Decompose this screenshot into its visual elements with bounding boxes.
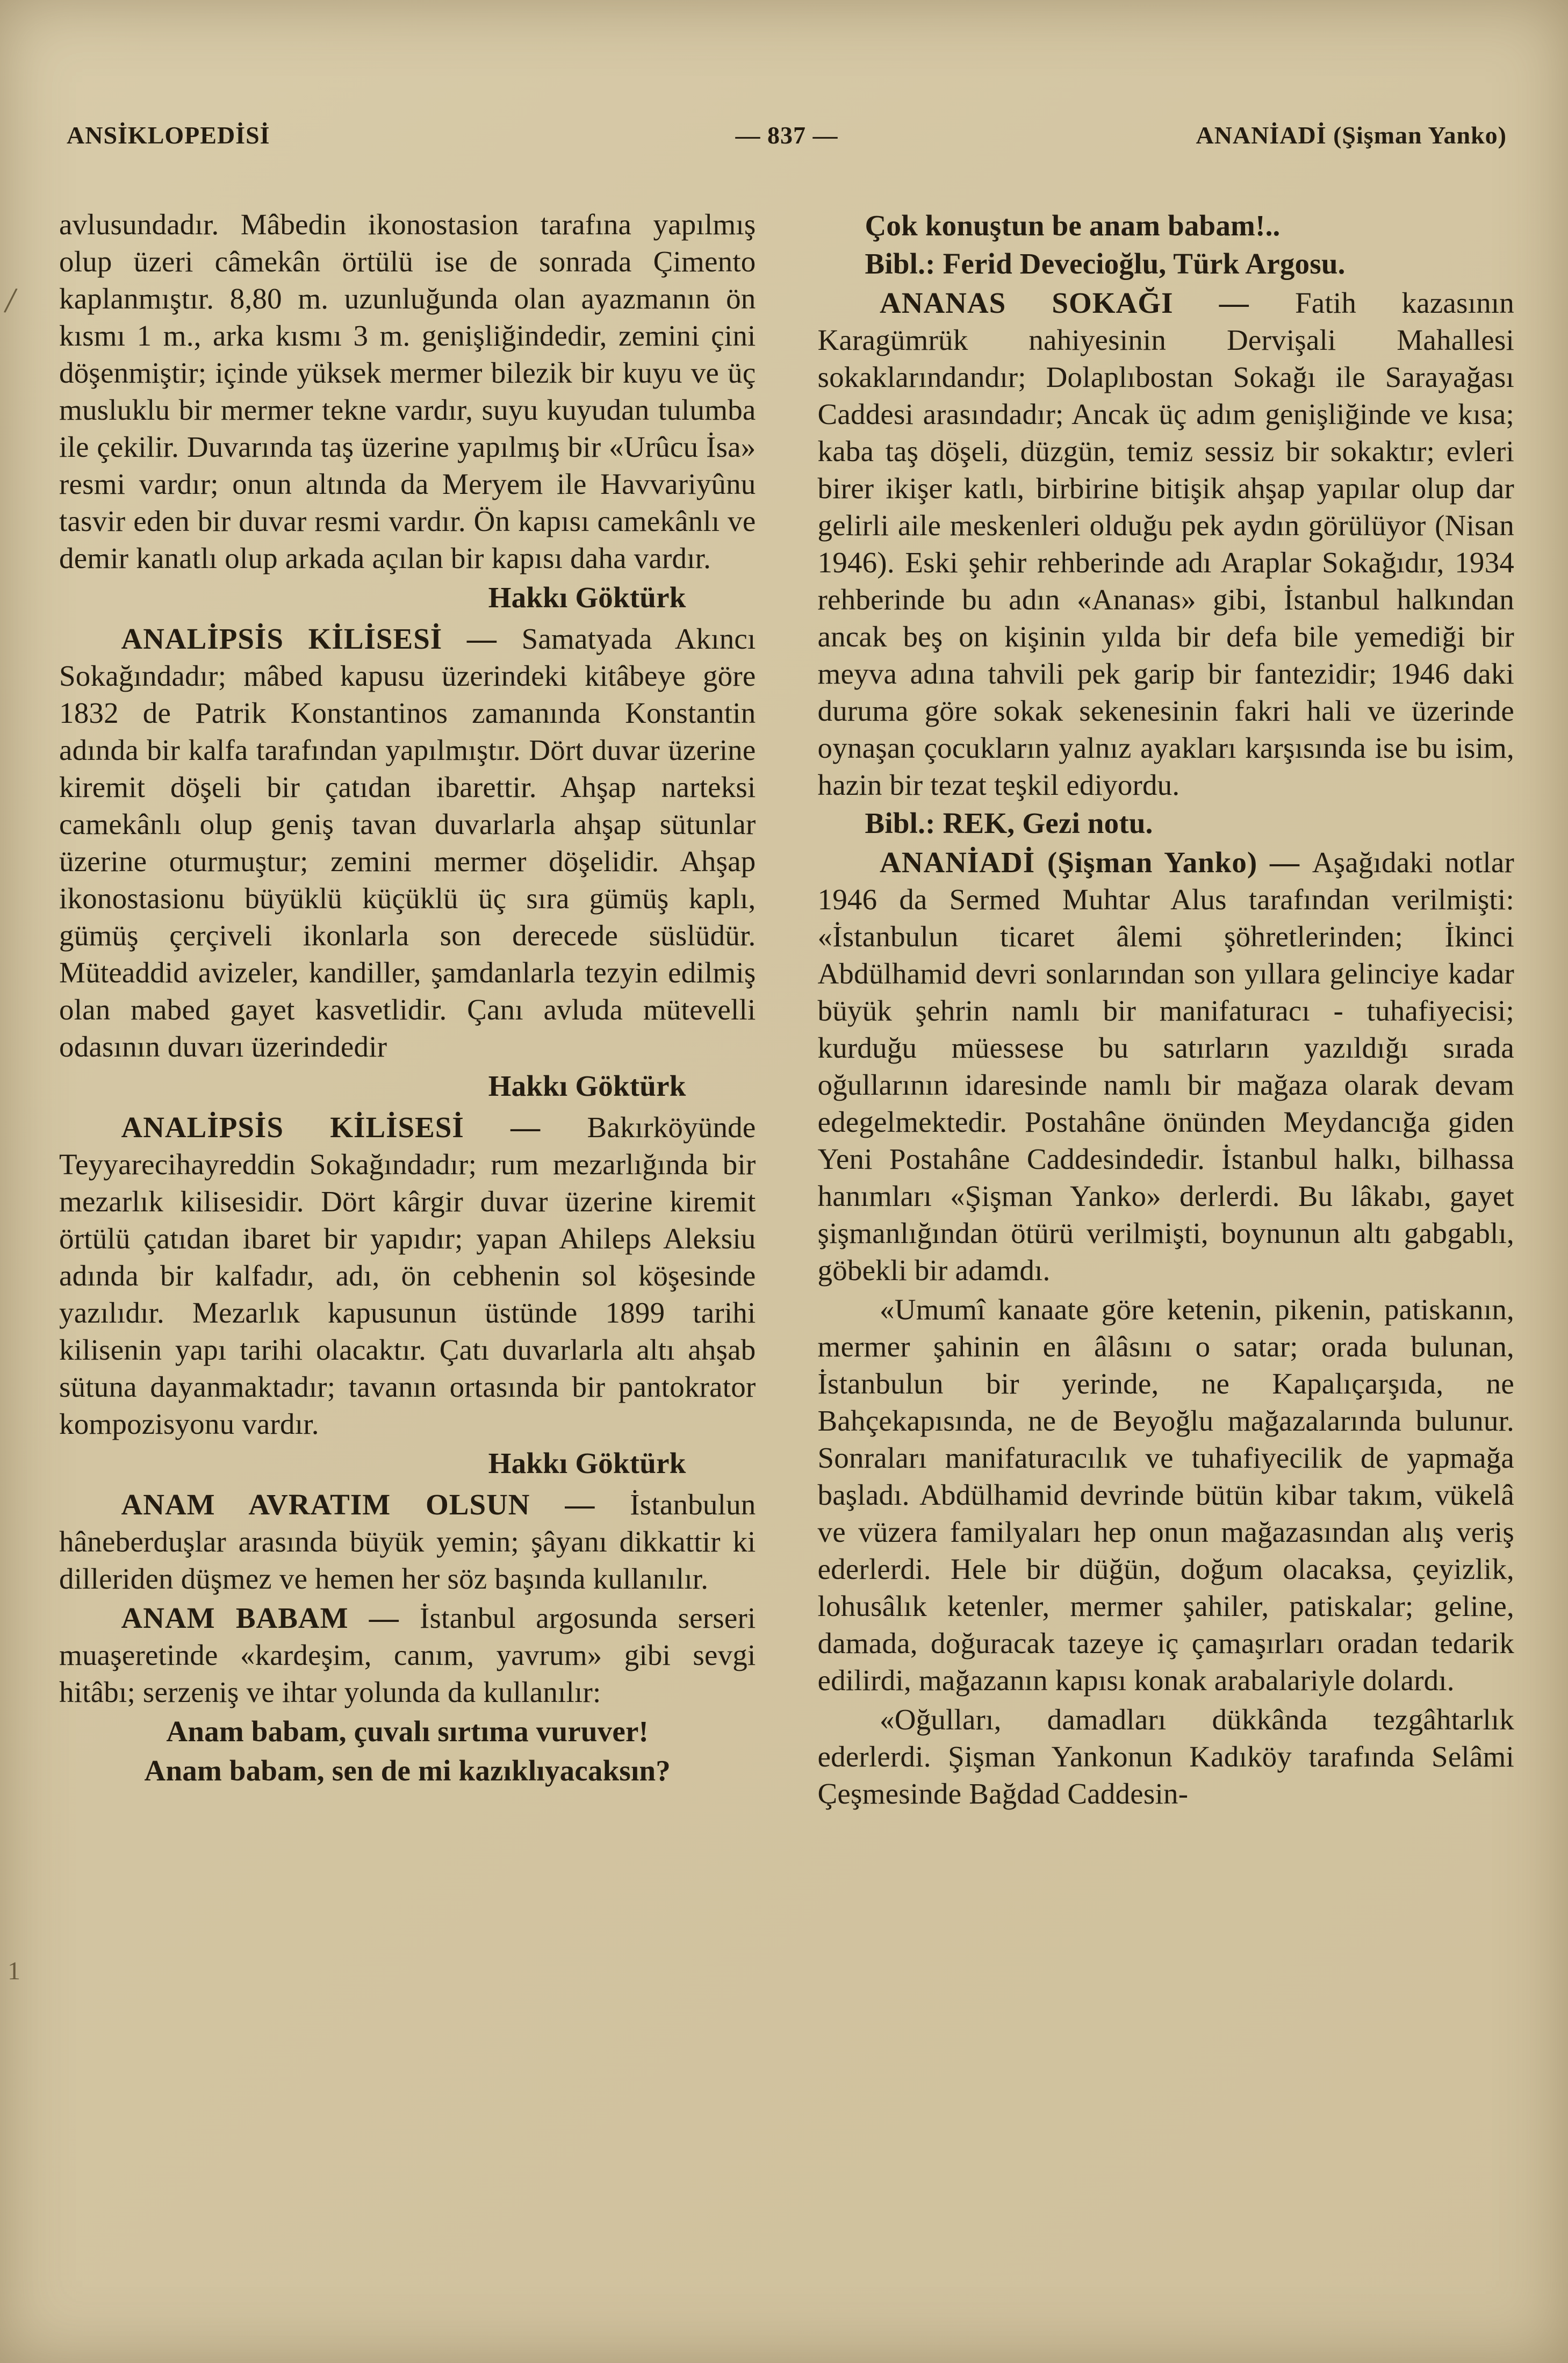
verse-line: Anam babam, sen de mi kazıklıyacaksın? [144,1754,671,1787]
bibliography-line [818,245,1515,282]
page-header [59,121,1514,149]
entry-text: İstanbul argosunda serseri muaşeretinde «kardeşim, canım, yavrum» gibi sevgi hitâbı; serzeniş ve ihtar yolunda da kullanılır: [59,1601,756,1708]
verse-line: Anam babam, çuvalı sırtıma vuruver! [166,1715,649,1748]
entry-ananiadi-paragraph-2: «Umumî kanaate göre ketenin, pikenin, patiskanın, mermer şahinin en âlâsını o satar; orada bulunan, İstanbulun bir yerinde, ne Kapalıçarşıda, ne Bahçekapısında, ne de Beyoğlu mağazalarında bulunur. Sonraları manifaturacılık ve tuhafiyecilik de yapmağa başladı. Abdülhamid devrinde bütün kibar takım, vükelâ ve vüzera familyaları hep onun mağazasından alış veriş ederlerdi. Hele bir düğün, doğum olacaksa, çeyizlik, lohusâlık ketenler, mermer şahiler, patiskalar; geline, damada, doğuracak tazeye iç çamaşırları oradan tedarik edilirdi, mağazanın kapısı konak arabalariyle dolardı. [817,1293,1514,1697]
entry-text: Aşağıdaki notlar 1946 da Sermed Muhtar Alus tarafından verilmişti: «İstanbulun ticaret âlemi şöhretlerinden; İkinci Abdülhamid devri sonlarından son yıllara gelinciye kadar büyük şehrin namlı bir manifaturacı - tuhafiyecisi; kurduğu müessese bu satırların yazıldığı sırada oğullarının idaresinde namlı bir mağaza olarak devam edegelmektedir. Postahâne önünden Meydancığa giden Yeni Postahâne Caddesindedir. İstanbul halkı, bilhassa hanımları «Şişman Yanko» derlerdi. Bu lâkabı, gayet şişmanlığından ötürü verilmişti, boynunun altı gabgablı, göbekli bir adamdı. [817,846,1514,1287]
bibliography-line [818,805,1515,842]
left-column [59,206,756,1812]
header-right-title: ANANİADİ (Şişman Yanko) [1196,121,1507,149]
entry-heading: ANANİADİ (Şişman Yanko) — [880,846,1312,879]
bibl-label: Bibl.: [865,807,943,839]
header-left-title: ANSİKLOPEDİSİ [67,121,270,149]
entry-ananiadi [818,844,1515,1289]
entry-analipsis-samatya [59,620,756,1065]
page-number: — 837 — [735,121,838,149]
entry-anam-avratim-olsun [59,1486,756,1597]
entry-analipsis-bakirkoy [59,1109,756,1442]
bibl-text: REK, Gezi notu. [943,807,1153,839]
scan-artifact-digit: 1 [8,1957,20,1985]
right-column [818,206,1515,1812]
bibl-text: Ferid Devecioğlu, Türk Argosu. [943,247,1346,280]
entry-heading: ANAM AVRATIM OLSUN — [121,1488,630,1521]
bibl-label: Bibl.: [865,247,943,280]
entry-heading: ANALİPSİS KİLİSESİ — [121,1111,587,1144]
paragraph-continuation: avlusundadır. Mâbedin ikonostasion tarafına yapılmış olup üzeri câmekân örtülü ise de sonrada Çimento kaplanmıştır. 8,80 m. uzunluğunda olan ayazmanın ön kısmı 1 m., arka kısmı 3 m. genişliğindedir, zemini çini döşenmiştir; içinde yüksek mermer bilezik bir kuyu ve üç musluklu bir mermer tekne vardır, suyu kuyudan tulumba ile çekilir. Duvarında taş üzerine yapılmış bir «Urûcu İsa» resmi vardır; onun altında da Meryem ile Havvariyûnu tasvir eden bir duvar resmi vardır. Ön kapısı camekânlı ve demir kanatlı olup arkada açılan bir kapısı daha vardır. [59,208,756,574]
entry-heading: ANAM BABAM — [121,1601,420,1634]
entry-text: Fatih kazasının Karagümrük nahiyesinin Dervişali Mahallesi sokaklarındandır; Dolaplıbostan Sokağı ile Sarayağası Caddesi arasındadır; Ancak üç adım genişliğinde ve kısa; kaba taş döşeli, düzgün, temiz sessiz bir sokaktır; evleri birer ikişer katlı, birbirine bitişik ahşap yapılar olup dar gelirli aile meskenleri olduğu pek aydın görülüyor (Nisan 1946). Eski şehir rehberinde adı Araplar Sokağıdır, 1934 rehberinde bu adın «Ananas» gibi, İstanbul halkından ancak beş on kişinin yılda bir defa bile yemediği bir meyva adına tahvili pek garip bir fantezidir; 1946 daki duruma göre sokak sekenesinin fakri hali ve üzerinde oynaşan çocukların yalnız ayakları karşısında ise bu isim, hazin bir tezat teşkil ediyordu. [817,286,1514,801]
verse-continuation: Çok konuştun be anam babam!.. [865,209,1281,242]
entry-heading: ANALİPSİS KİLİSESİ — [121,622,522,655]
entry-text: Bakırköyünde Teyyarecihayreddin Sokağındadır; rum mezarlığında bir mezarlık kilisesidir. Dört kârgir duvar üzerine kiremit örtülü çatıdan ibaret bir yapıdır; yapan Ahileps Aleksiu adında bir kalfadır, adı, ön cebhenin sol köşesinde yazılıdır. Mezarlık kapusunun üstünde 1899 tarihi kilisenin yapı tarihi olacaktır. Çatı duvarlarla altı ahşab sütuna dayanmaktadır; tavanın ortasında bir pantokrator kompozisyonu vardır. [59,1111,756,1440]
entry-text: İstanbulun hâneberduşlar arasında büyük yemin; şâyanı dikkattir ki dilleriden düşmez ve hemen her söz başında kullanılır. [59,1488,756,1595]
entry-ananiadi-paragraph-3: «Oğulları, damadları dükkânda tezgâhtarlık ederlerdi. Şişman Yankonun Kadıköy tarafında Selâmi Çeşmesinde Bağdad Caddesin- [817,1703,1514,1810]
entry-text: Samatyada Akıncı Sokağındadır; mâbed kapusu üzerindeki kitâbeye göre 1832 de Patrik Konstantinos zamanında Konstantin adında bir kalfa tarafından yapılmıştır. Dört duvar üzerine kiremit döşeli bir çatıdan ibarettir. Ahşap narteksi camekânlı olup geniş tavan duvarlarla ahşap sütunlar üzerine oturmuştur; zemini mermer döşelidir. Ahşap ikonostasionu büyüklü küçüklü üç sıra gümüş kaplı, gümüş çerçiveli ikonlarla son derecede süslüdür. Müteaddid avizeler, kandiller, şamdanlarla tezyin edilmiş olan mabed gayet kasvetlidir. Çanı avluda mütevelli odasının duvarı üzerindedir [59,622,756,1063]
text-columns [59,206,1514,1812]
entry-ananas-sokagi [818,284,1515,803]
entry-anam-babam [59,1599,756,1711]
author-signature: Hakkı Göktürk [488,1447,686,1479]
entry-heading: ANANAS SOKAĞI — [880,286,1295,319]
author-signature: Hakkı Göktürk [488,581,686,614]
scan-artifact-slash: / [2,279,19,322]
author-signature: Hakkı Göktürk [488,1069,686,1102]
